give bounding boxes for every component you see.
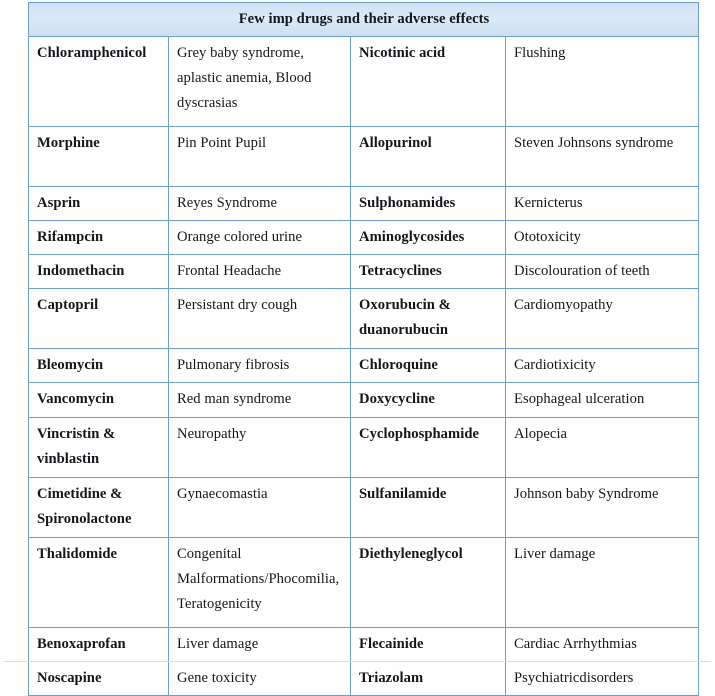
drug-name-left: Benoxaprofan (29, 627, 169, 661)
table-row (29, 255, 699, 289)
adverse-effect-left: Gynaecomastia (169, 477, 351, 537)
table-row (29, 661, 699, 695)
drug-name-right: Chloroquine (351, 349, 506, 383)
table-row (29, 477, 699, 537)
drug-name-left: Cimetidine & Spironolactone (29, 477, 169, 537)
adverse-effect-left: Liver damage (169, 627, 351, 661)
drug-name-left: Vancomycin (29, 383, 169, 417)
drug-name-left: Vincristin & vinblastin (29, 417, 169, 477)
drug-name-left: Asprin (29, 187, 169, 221)
adverse-effect-right: Cardiac Arrhythmias (506, 627, 699, 661)
adverse-effect-right: Ototoxicity (506, 221, 699, 255)
table-row (29, 627, 699, 661)
drug-name-right: Doxycycline (351, 383, 506, 417)
table-row (29, 383, 699, 417)
table-row (29, 349, 699, 383)
table-row (29, 37, 699, 127)
bottom-divider (4, 661, 711, 662)
table-row (29, 537, 699, 627)
drug-name-right: Triazolam (351, 661, 506, 695)
adverse-effect-right: Psychiatricdisorders (506, 661, 699, 695)
adverse-effect-right: Alopecia (506, 417, 699, 477)
adverse-effect-left: Reyes Syndrome (169, 187, 351, 221)
drug-name-left: Chloramphenicol (29, 37, 169, 127)
adverse-effect-right: Esophageal ulceration (506, 383, 699, 417)
drug-name-right: Sulphonamides (351, 187, 506, 221)
drug-name-right: Cyclophosphamide (351, 417, 506, 477)
table-row (29, 289, 699, 349)
drug-name-left: Indomethacin (29, 255, 169, 289)
adverse-effect-left: Neuropathy (169, 417, 351, 477)
drug-name-right: Diethyleneglycol (351, 537, 506, 627)
table-title: Few imp drugs and their adverse effects (29, 3, 699, 37)
adverse-effect-right: Kernicterus (506, 187, 699, 221)
table-row (29, 221, 699, 255)
drug-name-right: Tetracyclines (351, 255, 506, 289)
drug-name-left: Rifampcin (29, 221, 169, 255)
adverse-effect-right: Steven Johnsons syndrome (506, 127, 699, 187)
table-row (29, 127, 699, 187)
drug-name-right: Nicotinic acid (351, 37, 506, 127)
drug-name-right: Oxorubucin & duanorubucin (351, 289, 506, 349)
table-title-row (29, 3, 699, 37)
adverse-effect-left: Pulmonary fibrosis (169, 349, 351, 383)
table-row (29, 417, 699, 477)
adverse-effect-left: Persistant dry cough (169, 289, 351, 349)
drug-name-right: Sulfanilamide (351, 477, 506, 537)
adverse-effect-left: Grey baby syndrome, aplastic anemia, Blood dyscrasias (169, 37, 351, 127)
adverse-effect-left: Orange colored urine (169, 221, 351, 255)
drug-name-right: Flecainide (351, 627, 506, 661)
table-header (29, 3, 699, 37)
drug-name-left: Bleomycin (29, 349, 169, 383)
adverse-effect-right: Cardiomyopathy (506, 289, 699, 349)
adverse-effect-left: Gene toxicity (169, 661, 351, 695)
adverse-effect-right: Liver damage (506, 537, 699, 627)
adverse-effect-right: Johnson baby Syndrome (506, 477, 699, 537)
adverse-effect-left: Red man syndrome (169, 383, 351, 417)
adverse-effect-left: Frontal Headache (169, 255, 351, 289)
drug-name-left: Thalidomide (29, 537, 169, 627)
table-body (29, 37, 699, 696)
adverse-effect-right: Cardiotixicity (506, 349, 699, 383)
adverse-effect-left: Pin Point Pupil (169, 127, 351, 187)
adverse-effect-right: Discolouration of teeth (506, 255, 699, 289)
adverse-effect-right: Flushing (506, 37, 699, 127)
adverse-effect-left: Congenital Malformations/Phocomilia, Teratogenicity (169, 537, 351, 627)
drug-table-container (28, 2, 698, 696)
drug-adverse-effects-table (28, 2, 699, 696)
drug-name-left: Noscapine (29, 661, 169, 695)
drug-name-left: Captopril (29, 289, 169, 349)
drug-name-left: Morphine (29, 127, 169, 187)
drug-name-right: Aminoglycosides (351, 221, 506, 255)
table-row (29, 187, 699, 221)
drug-name-right: Allopurinol (351, 127, 506, 187)
